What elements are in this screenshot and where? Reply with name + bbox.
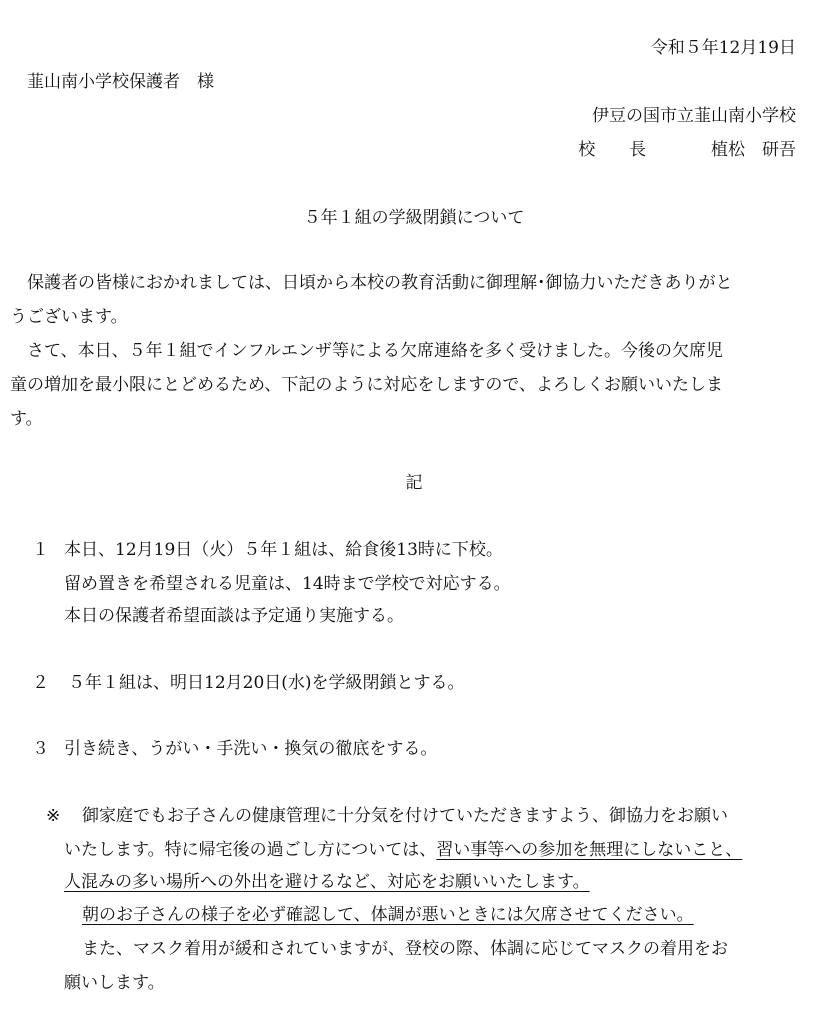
intro-p1-line1: 保護者の皆様におかれましては、日頃から本校の教育活動に御理解･御協力いただきありがと — [27, 273, 733, 293]
item-3-line1: 引き続き、うがい・手洗い・換気の徹底をする。 — [64, 739, 438, 759]
note-mark: ※ — [46, 806, 61, 826]
principal-name: 植松 研吾 — [711, 140, 796, 160]
item-number: ２ — [32, 673, 49, 693]
document-date: 令和５年12月19日 — [650, 38, 796, 58]
note-line6: 願いします。 — [64, 973, 165, 993]
note-line1: 御家庭でもお子さんの健康管理に十分気を付けていただきますよう、御協力をお願い — [82, 806, 728, 826]
document-title: ５年１組の学級閉鎖について — [303, 208, 525, 228]
school-name: 伊豆の国市立韮山南小学校 — [592, 106, 796, 126]
note-line2 — [64, 840, 742, 860]
item-1-line2: 留め置きを希望される児童は、14時まで学校で対応する。 — [64, 574, 511, 594]
note-line2-plain: いたします。特に帰宅後の過ごし方については、 — [64, 840, 437, 860]
principal-title: 校 長 — [578, 140, 647, 160]
note-line3-underlined: 人混みの多い場所への外出を避けるなど、対応をお願いいたします。 — [64, 872, 590, 892]
note-line4-underlined: 朝のお子さんの様子を必ず確認して、体調が悪いときには欠席させてください。 — [82, 905, 694, 925]
principal — [578, 140, 796, 160]
item-2-line1: ５年１組は、明日12月20日(水)を学級閉鎖とする。 — [68, 673, 465, 693]
recipient: 韮山南小学校保護者 様 — [27, 72, 214, 92]
item-number: １ — [32, 540, 49, 560]
intro-p2-line2: 童の増加を最小限にとどめるため、下記のように対応をしますので、よろしくお願いいたしま — [10, 375, 723, 395]
ki-heading: 記 — [405, 473, 423, 493]
item-number: ３ — [32, 739, 49, 759]
intro-p2-line3: す。 — [10, 409, 43, 429]
item-1-line1: 本日、12月19日（火）５年１組は、給食後13時に下校。 — [64, 540, 503, 560]
intro-p1-line2: うございます。 — [10, 307, 128, 327]
intro-p2-line1: さて、本日、５年１組でインフルエンザ等による欠席連絡を多く受けました。今後の欠席児 — [27, 341, 723, 361]
note-line5: また、マスク着用が緩和されていますが、登校の際、体調に応じてマスクの着用をお — [82, 939, 728, 959]
item-1-line3: 本日の保護者希望面談は予定通り実施する。 — [64, 606, 404, 626]
note-line2-underlined: 習い事等への参加を無理にしないこと、 — [436, 840, 743, 860]
